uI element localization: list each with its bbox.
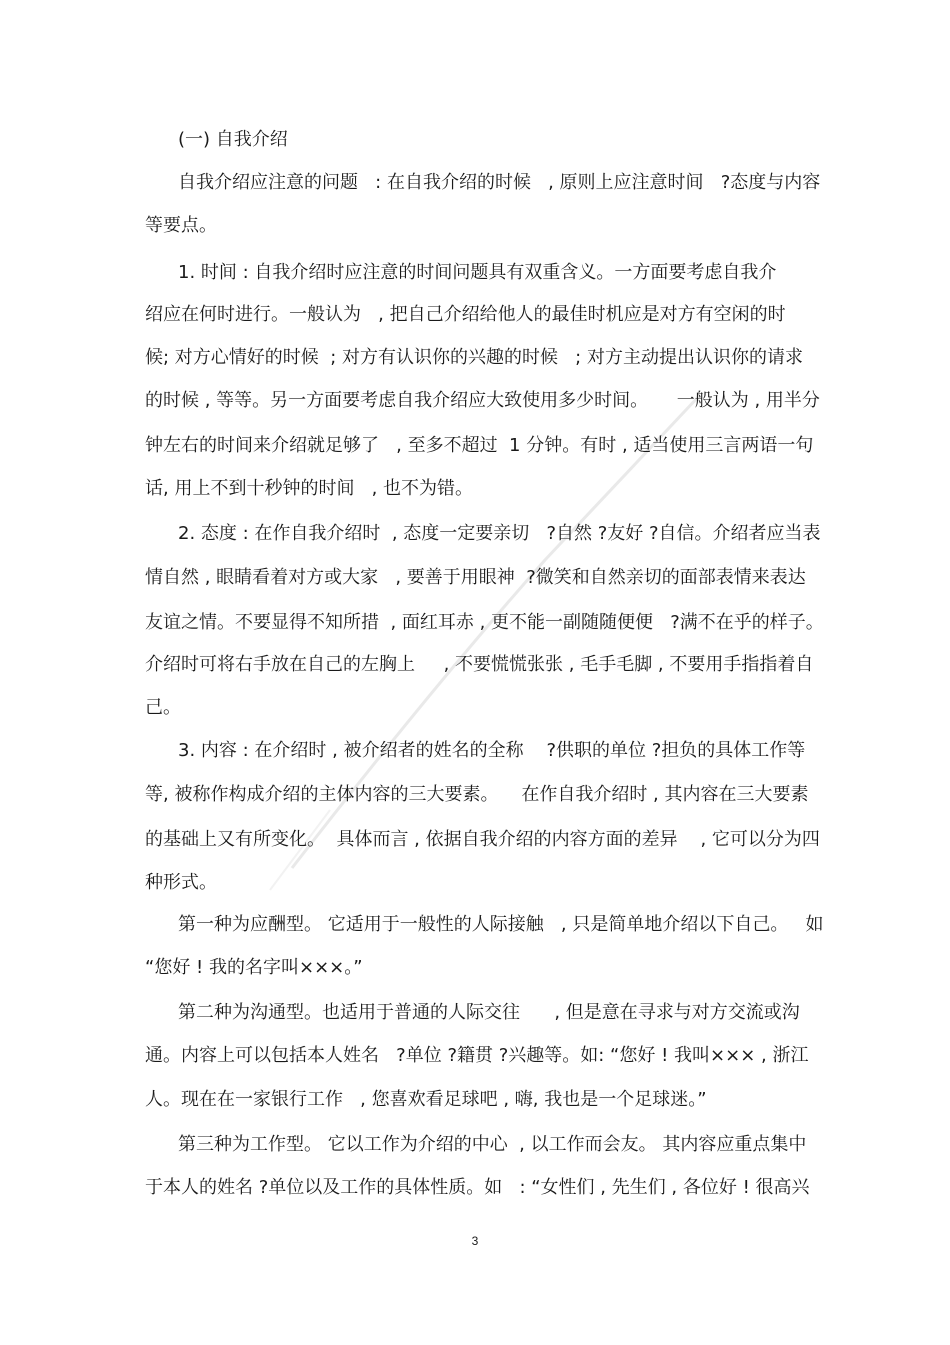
paragraph-line: 候; 对方心情好的时候 ; 对方有认识你的兴趣的时候 ; 对方主动提出认识你的请求 — [145, 347, 803, 368]
paragraph-line: 友谊之情。不要显得不知所措 , 面红耳赤 , 更不能一副随随便便 ?满不在乎的样子。 — [145, 612, 824, 633]
paragraph-line: 人。现在在一家银行工作 , 您喜欢看足球吧 , 嗨, 我也是一个足球迷。” — [145, 1089, 707, 1110]
paragraph-line: 的基础上又有所变化。 具体而言 , 依据自我介绍的内容方面的差异 , 它可以分为四 — [145, 829, 820, 850]
paragraph-line: 的时候 , 等等。另一方面要考虑自我介绍应大致使用多少时间。 一般认为 , 用半分 — [145, 390, 820, 411]
paragraph-line: 话, 用上不到十秒钟的时间 , 也不为错。 — [145, 478, 474, 499]
paragraph-line: 于本人的姓名 ?单位以及工作的具体性质。如 : “女性们 , 先生们 , 各位好 ! 很高兴 — [145, 1177, 810, 1198]
paragraph-line: 3. 内容 : 在介绍时 , 被介绍者的姓名的全称 ?供职的单位 ?担负的具体工作等 — [178, 740, 806, 761]
paragraph-line: 1. 时间 : 自我介绍时应注意的时间问题具有双重含义。一方面要考虑自我介 — [178, 262, 777, 283]
page-number: 3 — [471, 1234, 479, 1248]
paragraph-line: 等, 被称作构成介绍的主体内容的三大要素。 在作自我介绍时 , 其内容在三大要素 — [145, 784, 809, 805]
paragraph-line: “您好 ! 我的名字叫×××。” — [145, 957, 363, 978]
paragraph-line: 自我介绍应注意的问题 : 在自我介绍的时候 , 原则上应注意时间 ?态度与内容 — [178, 172, 821, 193]
section-heading: (一) 自我介绍 — [178, 129, 288, 150]
paragraph-line: 通。内容上可以包括本人姓名 ?单位 ?籍贯 ?兴趣等。如: “您好 ! 我叫××× , 浙江 — [145, 1045, 809, 1066]
paragraph-line: 介绍时可将右手放在自己的左胸上 , 不要慌慌张张 , 毛手毛脚 , 不要用手指指着自 — [145, 654, 814, 675]
paragraph-line: 等要点。 — [145, 215, 217, 236]
paragraph-line: 情自然 , 眼睛看着对方或大家 , 要善于用眼神 ?微笑和自然亲切的面部表情来表达 — [145, 567, 806, 588]
paragraph-line: 己。 — [145, 697, 181, 718]
paragraph-line: 第二种为沟通型。也适用于普通的人际交往 , 但是意在寻求与对方交流或沟 — [178, 1002, 800, 1023]
paragraph-line: 第一种为应酬型。 它适用于一般性的人际接触 , 只是简单地介绍以下自己。 如 — [178, 914, 824, 935]
paragraph-line: 绍应在何时进行。一般认为 , 把自己介绍给他人的最佳时机应是对方有空闲的时 — [145, 304, 786, 325]
paragraph-line: 钟左右的时间来介绍就足够了 , 至多不超过 1 分钟。有时 , 适当使用三言两语一句 — [145, 435, 814, 456]
paragraph-line: 2. 态度 : 在作自我介绍时 , 态度一定要亲切 ?自然 ?友好 ?自信。介绍者应当表 — [178, 523, 821, 544]
paragraph-line: 第三种为工作型。 它以工作为介绍的中心 , 以工作而会友。 其内容应重点集中 — [178, 1134, 807, 1155]
paragraph-line: 种形式。 — [145, 872, 217, 893]
